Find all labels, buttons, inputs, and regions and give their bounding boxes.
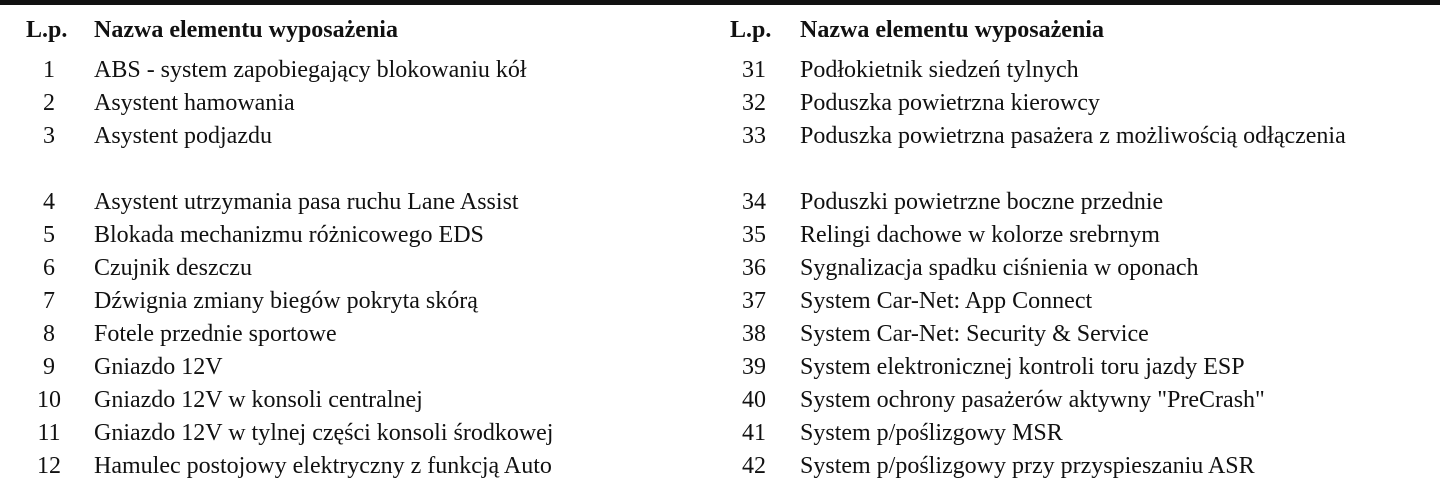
equipment-name: Gniazdo 12V w tylnej części konsoli środkowej [94, 420, 554, 446]
row-number: 39 [742, 354, 766, 380]
lp-column-header: L.p. [730, 17, 772, 43]
equipment-name: Poduszka powietrzna kierowcy [800, 90, 1100, 116]
equipment-name: Asystent hamowania [94, 90, 295, 116]
equipment-name: Czujnik deszczu [94, 255, 252, 281]
table-row [26, 120, 553, 186]
table-row [730, 186, 1360, 219]
table-row [26, 54, 553, 87]
row-number: 3 [43, 123, 55, 149]
table-row [26, 285, 553, 318]
table-row [730, 351, 1360, 384]
equipment-name: Fotele przednie sportowe [94, 321, 337, 347]
row-number: 37 [742, 288, 766, 314]
row-number: 8 [43, 321, 55, 347]
table-row [730, 285, 1360, 318]
table-row [26, 186, 553, 219]
row-number: 12 [37, 453, 61, 479]
equipment-name: Relingi dachowe w kolorze srebrnym [800, 222, 1160, 248]
row-number: 40 [742, 387, 766, 413]
row-number: 4 [43, 189, 55, 215]
equipment-name: Podłokietnik siedzeń tylnych [800, 57, 1079, 83]
row-number: 33 [742, 123, 766, 149]
table-row [26, 318, 553, 351]
row-number: 5 [43, 222, 55, 248]
table-row [730, 252, 1360, 285]
equipment-name: Poduszki powietrzne boczne przednie [800, 189, 1164, 215]
row-number: 34 [742, 189, 766, 215]
row-number: 2 [43, 90, 55, 116]
equipment-name: System Car-Net: Security & Service [800, 321, 1149, 347]
table-row [730, 417, 1360, 450]
table-row [730, 384, 1360, 417]
equipment-name: Dźwignia zmiany biegów pokryta skórą [94, 288, 478, 314]
table-row [26, 417, 553, 450]
row-number: 1 [43, 57, 55, 83]
equipment-name: Asystent utrzymania pasa ruchu Lane Assist [94, 189, 519, 215]
row-number: 10 [37, 387, 61, 413]
top-border-rule [0, 0, 1440, 5]
table-row [730, 219, 1360, 252]
row-number: 36 [742, 255, 766, 281]
equipment-name: System Car-Net: App Connect [800, 288, 1093, 314]
name-column-header: Nazwa elementu wyposażenia [800, 17, 1104, 43]
row-number: 6 [43, 255, 55, 281]
equipment-table-right [730, 12, 1420, 483]
table-row [730, 450, 1360, 483]
row-number: 9 [43, 354, 55, 380]
table-row [26, 252, 553, 285]
table-row [26, 450, 553, 483]
equipment-name: System p/poślizgowy przy przyspieszaniu ASR [800, 453, 1255, 479]
table-header-row [730, 12, 1360, 54]
row-number: 7 [43, 288, 55, 314]
table-row [730, 120, 1360, 186]
table-header-row [26, 12, 553, 54]
table-row [26, 351, 553, 384]
row-number: 11 [37, 420, 61, 446]
equipment-list-left [26, 12, 553, 483]
equipment-name: Sygnalizacja spadku ciśnienia w oponach [800, 255, 1199, 281]
equipment-name: ABS - system zapobiegający blokowaniu kół [94, 57, 527, 83]
table-row [26, 219, 553, 252]
name-column-header: Nazwa elementu wyposażenia [94, 17, 398, 43]
row-number: 32 [742, 90, 766, 116]
equipment-name: System ochrony pasażerów aktywny "PreCrash" [800, 387, 1265, 413]
equipment-name: System elektronicznej kontroli toru jazdy ESP [800, 354, 1245, 380]
row-number: 31 [742, 57, 766, 83]
equipment-name: Asystent podjazdu [94, 123, 272, 149]
table-row [26, 384, 553, 417]
equipment-table-left [26, 12, 706, 483]
equipment-name: Poduszka powietrzna pasażera z możliwością odłączenia [800, 123, 1346, 149]
equipment-list-right [730, 12, 1360, 483]
table-row [730, 318, 1360, 351]
equipment-name: Blokada mechanizmu różnicowego EDS [94, 222, 484, 248]
table-row [730, 87, 1360, 120]
table-row [730, 54, 1360, 87]
row-number: 38 [742, 321, 766, 347]
row-number: 41 [742, 420, 766, 446]
equipment-name: Gniazdo 12V [94, 354, 223, 380]
equipment-name: Hamulec postojowy elektryczny z funkcją Auto [94, 453, 552, 479]
table-row [26, 87, 553, 120]
equipment-name: Gniazdo 12V w konsoli centralnej [94, 387, 423, 413]
row-number: 35 [742, 222, 766, 248]
lp-column-header: L.p. [26, 17, 68, 43]
equipment-name: System p/poślizgowy MSR [800, 420, 1063, 446]
row-number: 42 [742, 453, 766, 479]
